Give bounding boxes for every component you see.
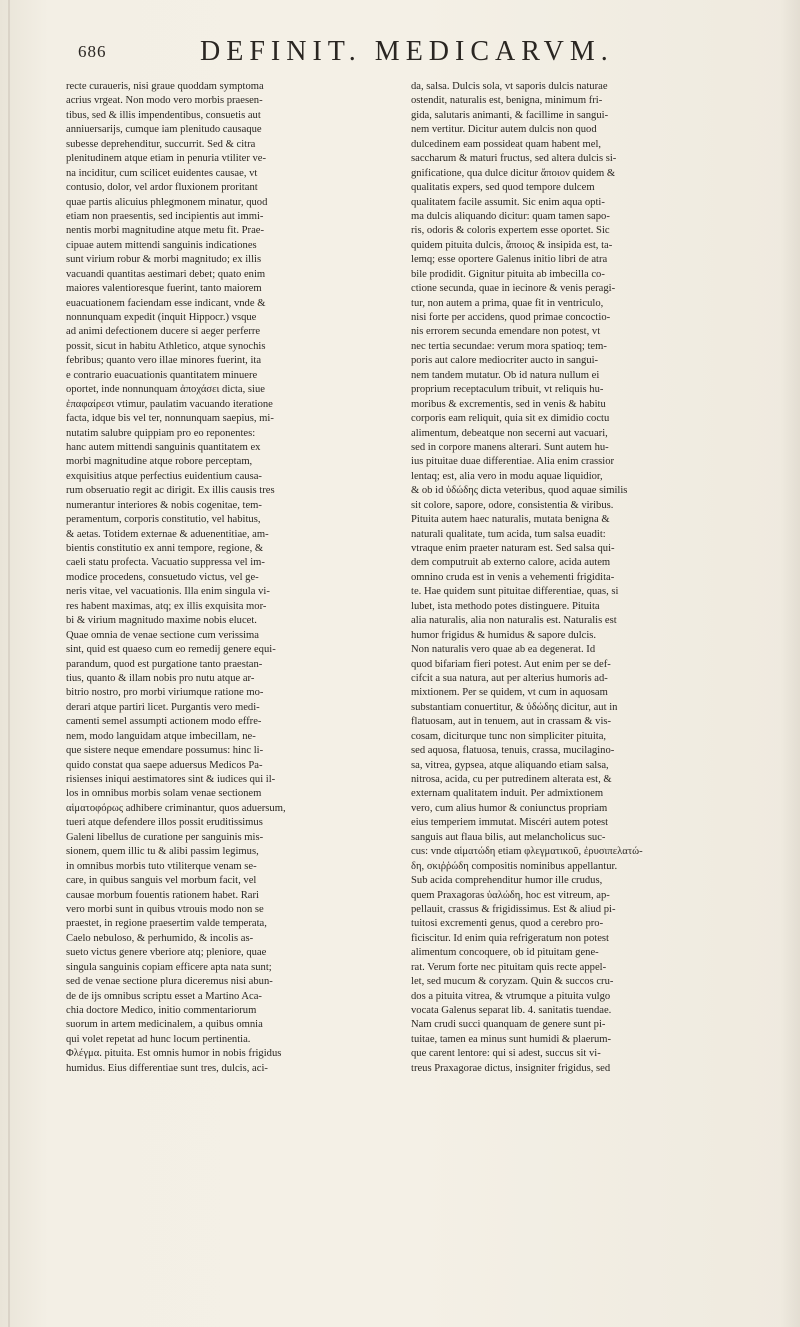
text-line: qualitatis expers, sed quod tempore dulcem [411,182,595,194]
text-line: possit, sicut in habitu Athletico, atque synochis [66,340,266,352]
text-line: mixtionem. Per se quidem, vt cum in aquosam [411,687,608,699]
text-line: externam qualitatem induit. Per admixtionem [411,788,604,800]
text-line: alimentum concoquere, ob id pituitam gene- [411,947,599,959]
text-line: contusio, dolor, vel ardor fluxionem proritant [66,182,258,194]
text-line: nis errorem secunda emendare non potest, vt [411,326,601,338]
text-line: sed aquosa, flatuosa, tenuis, crassa, mucilagino- [411,745,615,757]
text-line: cipuae autem mittendi sanguinis indicationes [66,239,257,251]
text-line: Galeni libellus de curatione per sanguinis mis- [66,831,264,843]
text-line: anniuersarijs, cumque iam plenitudo causaque [66,124,262,136]
text-line: in omnibus morbis tuto vtiliterque venam se- [66,860,257,872]
text-line: sanguis aut flaua bilis, aut melancholicus suc- [411,831,606,843]
page-gutter-shadow [8,0,10,1327]
text-line: qualitatem facile assumit. Sic enim aqua opti- [411,196,605,208]
text-line: derari atque partiri licet. Purgantis vero medi- [66,701,260,713]
text-line: gida, salutaris animanti, & facillime in sangui- [411,109,609,121]
text-line: tur, non autem a prima, quae fit in ventriculo, [411,297,604,309]
text-line: & ob id ὑδώδης dicta veteribus, quod aquae similis [411,485,628,497]
text-line: lemq; esse oportere Galenus initio libri de atra [411,254,608,266]
text-line: nutatim salubre quippiam pro eo reponentes: [66,427,256,439]
text-line: que carent lentore: qui si adest, succus sit vi- [411,1048,601,1060]
text-line: ostendit, naturalis est, benigna, minimum fri- [411,95,603,107]
text-line: cosam, diciturque tunc non simpliciter pituita, [411,730,607,742]
text-line: acrius vrgeat. Non modo vero morbis praesen- [66,95,263,107]
text-line: dem computruit ab externo calore, acida autem [411,557,611,569]
text-line: nem vertitur. Dicitur autem dulcis non quod [411,124,597,136]
text-line: humidus. Eius differentiae sunt tres, dulcis, aci- [66,1062,268,1074]
text-line: rum obseruatio regit ac dirigit. Ex illis causis tres [66,485,275,497]
text-line: numerantur interiores & nobis cogenitae, tem- [66,499,262,511]
text-line: causae morbum fouentis rationem habet. Rari [66,889,259,901]
text-line: αἱματοφόρως adhibere criminantur, quos aduersum, [66,802,286,814]
text-line: nec tertia secundae: verum mora spatioq; tem- [411,340,607,352]
text-line: ma dulcis aliquando dicitur: quam tamen sapo- [411,210,610,222]
text-line: rat. Verum forte nec pituitam quis recte appel- [411,961,607,973]
text-line: sunt virium robur & morbi magnitudo; ex illis [66,254,262,266]
text-line: risienses iniqui aestimatores sint & iudices qui il- [66,774,276,785]
text-line: cifcit a sua natura, aut per alterius humoris ad- [411,672,608,684]
text-line: na inciditur, cum scilicet euidentes causae, vt [66,167,258,179]
text-line: δη, σκιῤῥώδη compositis nominibus appellantur. [411,860,618,872]
text-line: singula sanguinis copiam efficere apta nata sunt; [66,961,272,973]
page-number: 686 [78,42,107,61]
text-line: alimentum, debeatque non secerni aut vacuari, [411,427,608,439]
text-line: tibus, sed & illis impendentibus, consuetis aut [66,109,261,121]
text-line: praestet, in regione praesertim valde temperata, [66,918,267,930]
text-line: humor frigidus & humidus & sapore dulcis. [411,629,597,641]
text-line: & aetas. Totidem externae & aduenentitiae, am- [66,528,269,540]
text-line: e contrario euacuationis quantitatem minuere [66,369,258,381]
text-line: ἐπαφαίρεσι vtimur, paulatim vacuando iteratione [66,398,273,410]
text-line: saccharum & maturi fructus, sed altera dulcis si- [411,153,617,165]
text-line: flatuosam, aut in tenuem, aut in crassam & vis- [411,716,612,728]
text-line: quido constat qua saepe aduersus Medicos Pa- [66,759,263,771]
text-line: let, sed mucum & coryzam. Quin & succos cru- [411,976,614,988]
text-line: morbi magnitudine atque robore perceptam, [66,456,253,468]
text-line: bile prodidit. Gignitur pituita ab imbecilla co- [411,268,605,280]
text-line: maiores valentioresque fuerint, tanto maiorem [66,283,262,295]
text-line: euacuationem faciendam esse indicant, vnde & [66,297,266,309]
text-line: treus Praxagorae dictus, insigniter frigidus, sed [411,1062,611,1074]
running-title: DEFINIT. MEDICARVM. [200,36,614,67]
text-line: Caelo nebuloso, & perhumido, & incolis as- [66,932,254,944]
text-line: nentis morbi magnitudine atque metu fit. Prae- [66,225,264,237]
scan-edge-shadow [780,0,800,1327]
text-line: recte curaueris, nisi graue quoddam symptoma [66,81,264,92]
text-line: da, salsa. Dulcis sola, vt saporis dulcis naturae [411,81,608,92]
text-line: gnificatione, qua dulce dicitur ἄποιον quidem & [411,167,616,179]
text-line: etiam non praesentis, sed incipientis aut immi- [66,210,264,222]
text-line: vero, cum alius humor & coniunctus propriam [411,802,608,814]
text-line: sit colore, sapore, odore, consistentia & viribus. [411,499,614,511]
text-line: tueri atque defendere illos possit eruditissimus [66,817,263,829]
text-line: sed in corpore manens alterari. Sunt autem hu- [411,441,609,453]
text-line: nonnunquam expedit (inquit Hippocr.) vsque [66,312,257,323]
text-line: plenitudinem atque etiam in penuria vtiliter ve- [66,153,267,165]
right-text-column [411,80,749,1076]
text-line: sed de venae sectione plura diceremus nisi abun- [66,976,273,988]
text-line: res habent maximas, atq; ex illis exquisita mor- [66,600,267,612]
text-line: neris vitae, vel vacuationis. Illa enim singula vi- [66,586,270,598]
text-line: nem tandem mutatur. Ob id natura nullum ei [411,369,600,381]
text-line: Pituita autem haec naturalis, mutata benigna & [411,514,610,526]
text-line: chia doctore Medico, initio commentariorum [66,1005,257,1016]
text-line: vacuandi quantitas aestimari debet; quato enim [66,268,266,280]
text-line: quae partis alicuius phlegmonem minatur, quod [66,196,268,208]
text-line: subesse deprehenditur, succurrit. Sed & citra [66,138,256,150]
text-line: los in omnibus morbis solam venae sectionem [66,788,262,800]
text-line: quod bifariam fieri potest. Aut enim per se def- [411,658,611,670]
text-line: sueto victus genere vberiore atq; pleniore, quae [66,947,267,959]
text-line: vtraque enim praeter naturam est. Sed salsa qui- [411,543,615,554]
text-line: nem, modo languidam atque imbecillam, ne- [66,730,256,742]
text-line: naturali qualitate, tum acida, tum salsa euadit: [411,528,606,540]
text-line: sint, quid est quaeso cum eo remedij genere equi- [66,644,276,656]
text-line: Nam crudi succi quanquam de genere sunt pi- [411,1019,606,1031]
text-line: peramentum, corporis constitutio, vel habitus, [66,514,261,526]
text-line: oportet, inde nonnunquam ἀποχάσει dicta, siue [66,384,265,396]
text-line: ad animi defectionem ducere si aeger perferre [66,326,261,338]
text-line: lubet, ista methodo potes distinguere. Pituita [411,600,600,612]
text-line: tuitosi excrementi genus, quod a cerebro pro- [411,918,604,930]
text-line: hanc autem mittendi sanguinis quantitatem ex [66,441,261,453]
text-line: nitrosa, acida, cu per putredinem alterata est, & [411,774,612,785]
text-line: bi & virium magnitudo maxime nobis elucet. [66,615,257,627]
text-line: vero morbi sunt in quibus vtrouis modo non se [66,903,264,915]
text-line: bitrio nostro, pro morbi viriumque ratione mo- [66,687,264,699]
text-line: corporis eam reliquit, quia sit ex dimidio coctu [411,413,610,425]
text-line: caeli statu profecta. Vacuatio suppressa vel im- [66,557,265,569]
text-line: ficiscitur. Id enim quia refrigeratum non potest [411,932,609,944]
text-line: suorum in artem medicinalem, a quibus omnia [66,1019,263,1031]
text-line: de de ijs omnibus scriptu esset a Martino Aca- [66,990,262,1002]
text-line: modice procedens, consuetudo victus, vel ge- [66,571,259,583]
text-line: eius temperiem immutat. Miscéri autem potest [411,817,609,829]
text-line: substantiam conuertitur, & ὑδώδης dicitur, aut in [411,701,618,713]
text-line: dulcedinem eam possideat quam habent mel, [411,138,602,150]
text-line: proprium receptaculum tribuit, vt reliquis hu- [411,384,604,396]
text-line: lentaq; est, alia vero in modu aquae liquidior, [411,470,603,482]
text-line: poris aut calore mediocriter aucto in sangui- [411,355,599,367]
text-line: camenti semel assumpti actionem modo effre- [66,716,262,728]
text-line: nisi forte per accidens, quod primae concoctio- [411,312,611,323]
text-line: sionem, quem illic tu & alibi passim legimus, [66,846,259,858]
text-line: te. Hae quidem sunt pituitae differentiae, quas, si [411,586,619,598]
text-line: vocata Galenus separat lib. 4. sanitatis tuendae. [411,1005,612,1016]
text-line: Φλέγμα. pituita. Est omnis humor in nobis frigidus [66,1048,282,1060]
text-line: exquisitius atque perfectius euidentium causa- [66,470,262,482]
text-line: quidem pituita dulcis, ἄποιος & insipida est, ta- [411,239,613,251]
text-line: cus: vnde αἱματώδη etiam φλεγματικοῦ, ἐρυσιπελατώ- [411,846,643,858]
text-line: Sub acida comprehenditur humor ille crudus, [411,875,603,887]
text-line: bientis constitutio ex anni tempore, regione, & [66,543,264,554]
text-line: quem Praxagoras ὑαλώδη, hoc est vitreum, ap- [411,889,610,901]
text-line: sa, vitrea, gypsea, atque aliquando etiam salsa, [411,759,609,771]
text-line: pellauit, crassus & frigidissimus. Est & aliud pi- [411,903,616,915]
text-line: qui volet repetat ad hunc locum pertinentia. [66,1033,251,1045]
text-line: que sistere neque emendare possumus: hinc li- [66,745,264,757]
page-header [0,18,800,67]
text-line: care, in quibus sanguis vel morbum facit, vel [66,875,257,887]
text-line: alia naturalis, alia non naturalis est. Naturalis est [411,615,617,627]
text-line: Quae omnia de venae sectione cum verissima [66,629,259,641]
text-line: febribus; quanto vero illae minores fuerint, ita [66,355,262,367]
text-line: facta, idque bis vel ter, nonnunquam saepius, mi- [66,413,274,425]
text-line: moribus & excrementis, sed in venis & habitu [411,398,606,410]
left-text-column [66,80,401,1076]
text-line: ctione secunda, quae in iecinore & venis peragi- [411,283,616,295]
text-line: ius pituitae duae differentiae. Alia enim crassior [411,456,615,468]
text-line: ris, odoris & coloris expertem esse oportet. Sic [411,225,610,237]
text-line: tius, quanto & illam nobis pro nutu atque ar- [66,672,255,684]
text-line: dos a pituita vitrea, & vtrumque a pituita vulgo [411,990,611,1002]
text-line: Non naturalis vero quae ab ea degenerat. Id [411,644,596,656]
text-line: parandum, quod est purgatione tanto praestan- [66,658,263,670]
text-line: tuitae, tamen ea minus sunt humidi & plaerum- [411,1033,612,1045]
text-line: omnino cruda est in venis a vehementi frigidita- [411,571,615,583]
